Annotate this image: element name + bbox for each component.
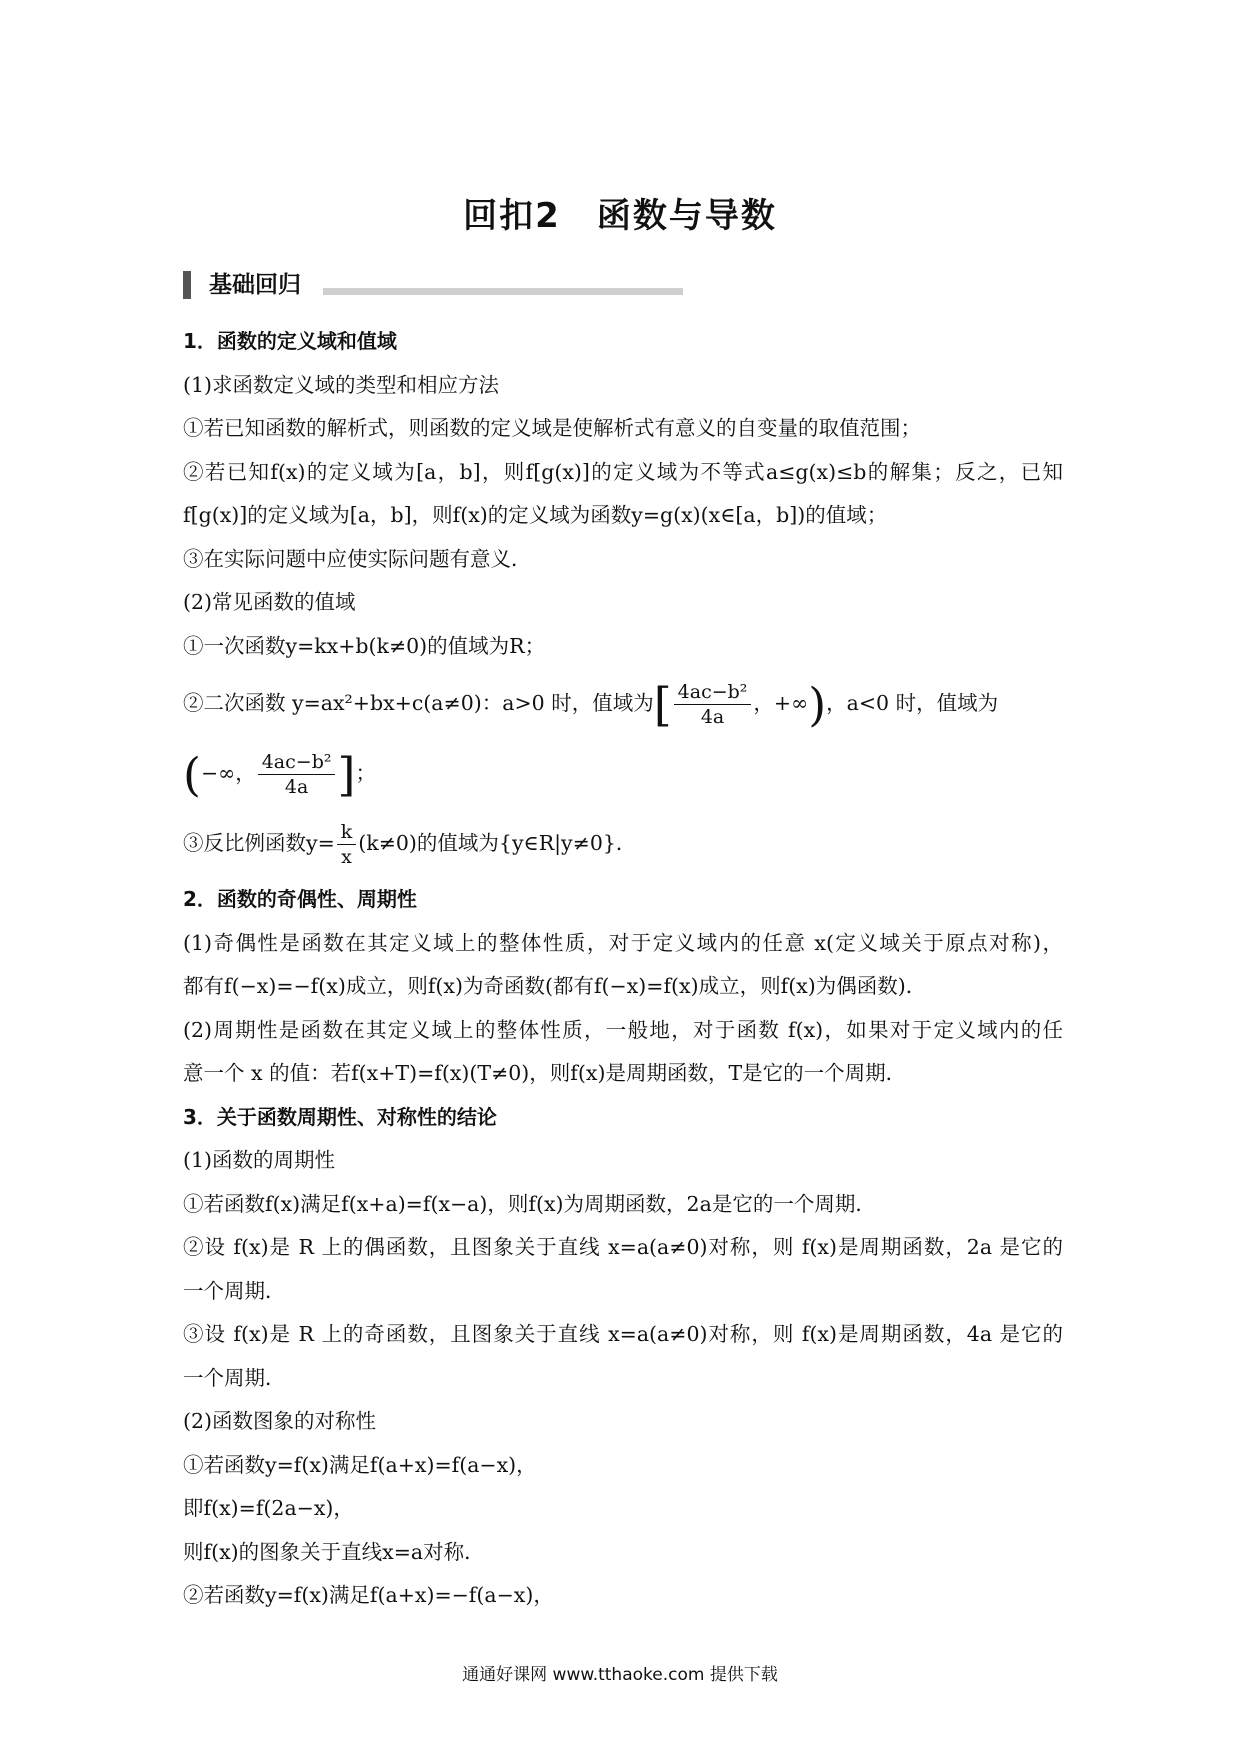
fraction <box>674 680 752 729</box>
quadratic-negative: ，a<0 时，值域为 <box>826 691 999 715</box>
section-bar <box>183 271 191 299</box>
section-rule <box>323 288 683 295</box>
section-header <box>183 268 703 302</box>
fraction-numerator: 4ac−b² <box>258 750 336 775</box>
fraction <box>258 750 336 799</box>
quadratic-range-line <box>183 668 1063 738</box>
semicolon: ； <box>355 761 376 785</box>
paragraph-line: ①一次函数y=kx+b(k≠0)的值域为R； <box>183 633 546 658</box>
page-footer: 通通好课网 www.tthaoke.com 提供下载 <box>462 1665 778 1685</box>
left-bracket: [ <box>653 677 672 732</box>
left-paren: ( <box>183 747 201 802</box>
paragraph-line: ③设 f(x)是 R 上的奇函数，且图象关于直线 x=a(a≠0)对称，则 f(x)是周期函数，4a 是它的 <box>183 1322 1063 1346</box>
paragraph-line: ②若已知f(x)的定义域为[a，b]，则f[g(x)]的定义域为不等式a≤g(x)≤b的解集；反之，已知 <box>183 459 1063 484</box>
paragraph-line: f[g(x)]的定义域为[a，b]，则f(x)的定义域为函数y=g(x)(x∈[a，b])的值域； <box>183 503 888 527</box>
fraction <box>337 820 357 869</box>
fraction-denominator: x <box>341 846 352 868</box>
fraction-numerator: k <box>337 820 357 845</box>
fraction-denominator: 4a <box>284 776 309 798</box>
inverse-range: (k≠0)的值域为{y∈R|y≠0}． <box>358 831 637 855</box>
right-bracket: ] <box>337 747 356 802</box>
paragraph-line: 一个周期． <box>183 1365 286 1390</box>
fraction-denominator: 4a <box>700 706 725 728</box>
paragraph-line: (1)奇偶性是函数在其定义域上的整体性质，对于定义域内的任意 x(定义域关于原点对称)， <box>183 930 1063 955</box>
paragraph-line: 即f(x)=f(2a−x)， <box>183 1496 354 1520</box>
quadratic-range-line-2 <box>183 738 1063 808</box>
quadratic-intro: ②二次函数 y=ax²+bx+c(a≠0)：a>0 时，值域为 <box>183 691 654 715</box>
paragraph-line: (1)函数的周期性 <box>183 1148 336 1172</box>
right-paren: ) <box>808 677 827 732</box>
heading-1: 1．函数的定义域和值域 <box>183 329 397 353</box>
fraction-numerator: 4ac−b² <box>674 680 752 705</box>
paragraph-line: 意一个 x 的值：若f(x+T)=f(x)(T≠0)，则f(x)是周期函数，T是它的一个周期． <box>183 1061 907 1085</box>
inverse-intro: ③反比例函数y= <box>183 831 335 855</box>
paragraph-line: ①若函数f(x)满足f(x+a)=f(x−a)，则f(x)为周期函数，2a是它的一个周期． <box>183 1191 876 1216</box>
page-title: 回扣2 函数与导数 <box>463 196 777 236</box>
paragraph-line: ①若已知函数的解析式，则函数的定义域是使解析式有意义的自变量的取值范围； <box>183 416 921 440</box>
paragraph-line: (2)周期性是函数在其定义域上的整体性质，一般地，对于函数 f(x)，如果对于定义域内的任 <box>183 1017 1063 1042</box>
paragraph-line: ③在实际问题中应使实际问题有意义． <box>183 546 532 571</box>
paragraph-line: 都有f(−x)=−f(x)成立，则f(x)为奇函数(都有f(−x)=f(x)成立，则f(x)为偶函数)． <box>183 974 927 998</box>
interval-upper: ，+∞ <box>753 691 809 715</box>
section-label: 基础回归 <box>209 272 301 298</box>
heading-3: 3．关于函数周期性、对称性的结论 <box>183 1104 497 1129</box>
paragraph-line: (2)常见函数的值域 <box>183 590 356 614</box>
inverse-proportion-line <box>183 808 1063 878</box>
paragraph-line: (1)求函数定义域的类型和相应方法 <box>183 372 500 397</box>
paragraph-line: ①若函数y=f(x)满足f(a+x)=f(a−x)， <box>183 1452 537 1477</box>
paragraph-line: 一个周期． <box>183 1278 286 1303</box>
paragraph-line: 则f(x)的图象关于直线x=a对称． <box>183 1539 485 1564</box>
paragraph-line: ②设 f(x)是 R 上的偶函数，且图象关于直线 x=a(a≠0)对称，则 f(x)是周期函数，2a 是它的 <box>183 1235 1063 1259</box>
heading-2: 2．函数的奇偶性、周期性 <box>183 887 417 911</box>
paragraph-line: (2)函数图象的对称性 <box>183 1409 377 1433</box>
paragraph-line: ②若函数y=f(x)满足f(a+x)=−f(a−x)， <box>183 1583 554 1607</box>
interval-lower: −∞， <box>200 761 256 785</box>
document-body <box>183 320 1063 1618</box>
